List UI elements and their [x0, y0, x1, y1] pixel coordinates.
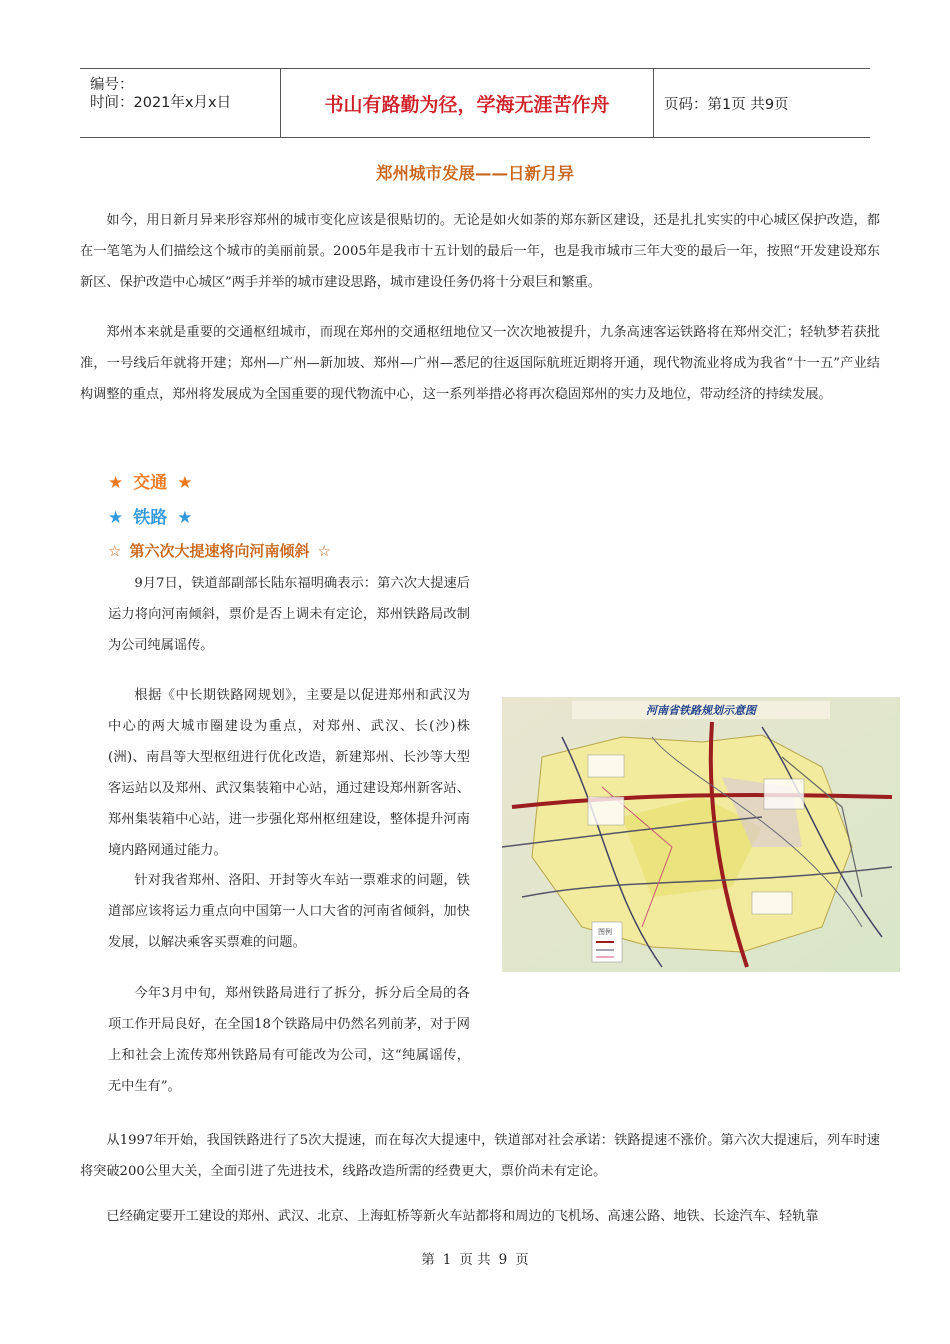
- star-outline-icon: ☆: [317, 542, 331, 560]
- column-paragraph-3: 针对我省郑州、洛阳、开封等火车站一票难求的问题，铁道部应该将运力重点向中国第一人口大省的河南省倾斜，加快发展，以解决乘客买票难的问题。: [108, 873, 470, 950]
- subsection-heading-speedup: [108, 540, 331, 561]
- star-icon: ★: [108, 508, 124, 528]
- footer-suffix: 页: [515, 1252, 529, 1268]
- bottom-paragraph-1: 从1997年开始，我国铁路进行了5次大提速，而在每次大提速中，铁道部对社会承诺：铁路提速不涨价。第六次大提速后，列车时速将突破200公里大关，全面引进了先进技术，线路改造所需的经费更大，票价尚未有定论。: [80, 1133, 880, 1179]
- footer-total-pages: 9: [498, 1252, 508, 1268]
- header-motto: 书山有路勤为径，学海无涯苦作舟: [281, 69, 654, 137]
- map-caption: 河南省铁路规划示意图: [646, 704, 756, 717]
- doc-number-label: 编号：: [90, 77, 134, 93]
- star-outline-icon: ☆: [108, 542, 122, 560]
- star-icon: ★: [177, 508, 193, 528]
- article-title: 郑州城市发展——日新月异: [376, 164, 574, 183]
- column-paragraph-2: 根据《中长期铁路网规划》，主要是以促进郑州和武汉为中心的两大城市圈建设为重点，对郑州、武汉、长(沙)株(洲)、南昌等大型枢纽进行优化改造，新建郑州、长沙等大型客运站以及郑州、武汉集装箱中心站，通过建设郑州新客站、郑州集装箱中心站，进一步强化郑州枢纽建设，整体提升河南境内路网通过能力。: [108, 688, 470, 858]
- subsection-heading-label: 第六次大提速将向河南倾斜: [129, 542, 310, 560]
- section-heading-label: 交通: [133, 473, 168, 493]
- section-heading-traffic: [108, 468, 193, 493]
- bottom-paragraph-2: 已经确定要开工建设的郑州、武汉、北京、上海虹桥等新火车站都将和周边的飞机场、高速公路、地铁、长途汽车、轻轨靠: [106, 1209, 819, 1224]
- footer-mid: 页 共: [459, 1252, 491, 1268]
- footer-prefix: 第: [421, 1252, 435, 1268]
- header-page-label: 页码：第1页 共9页: [664, 96, 789, 113]
- page-header: [80, 68, 870, 138]
- railway-map-graphic: [502, 697, 900, 972]
- star-icon: ★: [108, 473, 124, 493]
- section-heading-label: 铁路: [133, 508, 168, 528]
- footer-page-number: 1: [442, 1252, 452, 1268]
- column-paragraph-1: 9月7日，铁道部副部长陆东福明确表示：第六次大提速后运力将向河南倾斜，票价是否上调未有定论，郑州铁路局改制为公司纯属谣传。: [108, 576, 470, 653]
- railway-map-image: [502, 697, 900, 972]
- intro-paragraph-1: 如今，用日新月异来形容郑州的城市变化应该是很贴切的。无论是如火如荼的郑东新区建设，还是扎扎实实的中心城区保护改造，都在一笔笔为人们描绘这个城市的美丽前景。2005年是我市十五计划的最后一年，也是我市城市三年大变的最后一年，按照“开发建设郑东新区、保护改造中心城区”两手并举的城市建设思路，城市建设任务仍将十分艰巨和繁重。: [80, 213, 880, 290]
- intro-paragraph-2: 郑州本来就是重要的交通枢纽城市，而现在郑州的交通枢纽地位又一次次地被提升，九条高速客运铁路将在郑州交汇；轻轨梦若获批准，一号线后年就将开建；郑州—广州—新加坡、郑州—广州—悉尼的往返国际航班近期将开通，现代物流业将成为我省“十一五”产业结构调整的重点，郑州将发展成为全国重要的现代物流中心，这一系列举措必将再次稳固郑州的实力及地位，带动经济的持续发展。: [80, 325, 880, 402]
- star-icon: ★: [177, 473, 193, 493]
- map-legend-title: 图例: [598, 928, 612, 936]
- header-meta: [80, 69, 281, 137]
- page-footer: [0, 1248, 950, 1268]
- section-heading-railway: [108, 503, 193, 528]
- column-paragraph-4: 今年3月中旬，郑州铁路局进行了拆分，拆分后全局的各项工作开局良好，在全国18个铁路局中仍然名列前茅，对于网上和社会上流传郑州铁路局有可能改为公司，这“纯属谣传，无中生有”。: [108, 986, 470, 1094]
- doc-date-label: 时间：2021年x月x日: [90, 95, 232, 111]
